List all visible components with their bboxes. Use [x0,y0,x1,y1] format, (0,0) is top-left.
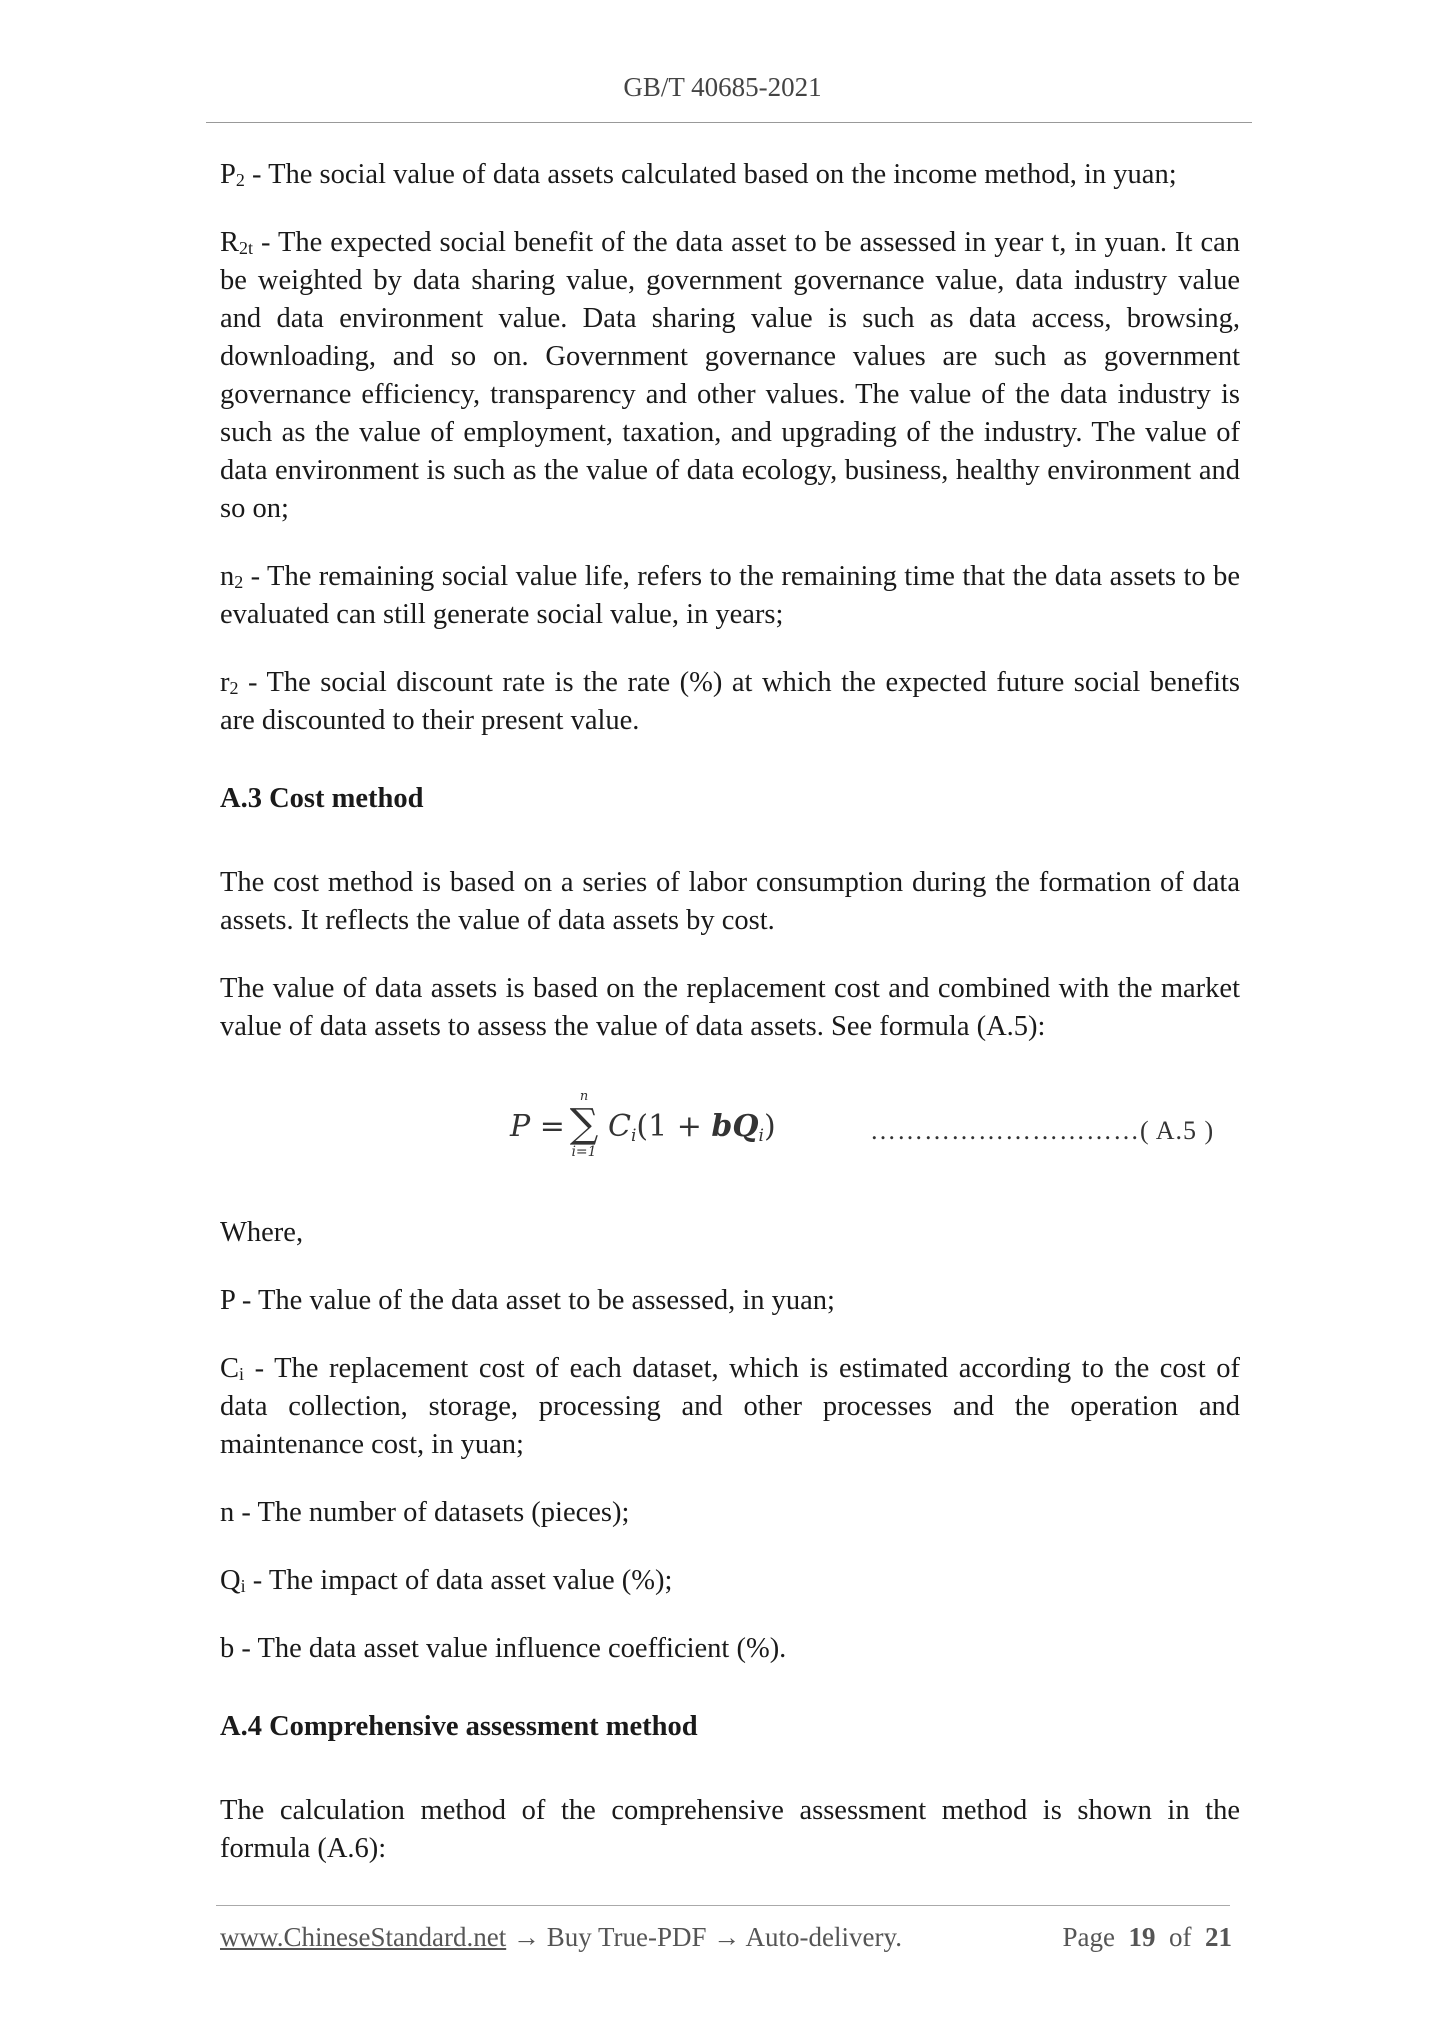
page-footer [220,1922,1232,1953]
section-heading-a3: A.3 Cost method [220,783,424,814]
formula-rhs: Ci(1 + bQi) [608,1109,776,1146]
footer-promo-text: → Buy True-PDF → Auto-delivery. [506,1922,902,1952]
definition-p: P - The value of the data asset to be assessed, in yuan; [220,1285,835,1316]
definition-qi: $Q_i$ - The impact of data asset value (%); [220,1565,673,1596]
section-heading-a4: A.4 Comprehensive assessment method [220,1711,698,1742]
where-label: Where, [220,1217,304,1248]
cost-method-intro: The cost method is based on a series of labor consumption during the formation of data assets. It reflects the value of data assets by cost. [220,867,1240,936]
formula-lhs: P = [510,1109,565,1144]
definition-n2: $n_2$ - The remaining social value life, refers to the remaining time that the data assets to be evaluated can still generate social value, in years; [220,561,1240,630]
cost-method-formula-intro: The value of data assets is based on the replacement cost and combined with the market value of data assets to assess the value of data assets. See formula (A.5): [220,973,1240,1042]
page-content [220,156,1240,1898]
definition-p2: $P_2$ - The social value of data assets calculated based on the income method, in yuan; [220,159,1177,190]
definition-r2t: $R_{2t}$ - The expected social benefit of the data asset to be assessed in year t, in yuan. It can be weighted by data sharing value, government governance value, data industry value and data environment value. Data sharing value is such as data access, browsing, downloading, and so on. Government governance values are such as government governance efficiency, transparency and other values. The value of the data industry is such as the value of employment, taxation, and upgrading of the industry. The value of data environment is such as the value of data ecology, business, healthy environment and so on; [220,227,1240,524]
page-indicator: Page 19 of 21 [1062,1922,1232,1952]
footer-divider [216,1905,1230,1906]
definition-ci: $C_i$ - The replacement cost of each dataset, which is estimated according to the cost of data collection, storage, processing and other processes and the operation and maintenance cost, in yuan; [220,1353,1240,1460]
formula-number: …………………………( A.5 ) [870,1116,1215,1145]
document-header: GB/T 40685-2021 [623,72,822,102]
formula-a5 [220,1076,1240,1188]
definition-n: n - The number of datasets (pieces); [220,1497,630,1528]
summation-symbol: n ∑ i=1 [569,1089,599,1160]
definition-b: b - The data asset value influence coefficient (%). [220,1633,787,1664]
comprehensive-method-intro: The calculation method of the comprehensive assessment method is shown in the formula (A.6): [220,1795,1240,1864]
header-divider [206,122,1252,123]
definition-r2: $r_2$ - The social discount rate is the rate (%) at which the expected future social benefits are discounted to their present value. [220,667,1240,736]
website-link[interactable]: www.ChineseStandard.net [220,1922,507,1952]
